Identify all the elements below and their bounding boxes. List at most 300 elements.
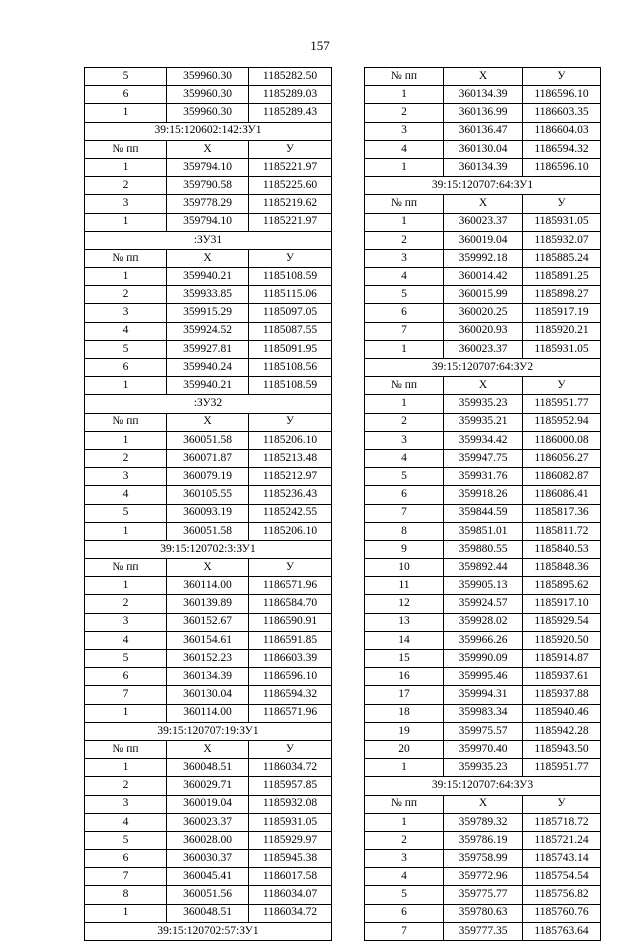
table-row <box>85 522 332 540</box>
point-number-cell: 8 <box>85 886 167 904</box>
y-coordinate-cell: 1185115.06 <box>249 286 332 304</box>
point-number-cell: 3 <box>85 468 167 486</box>
point-number-header: № пп <box>365 377 444 395</box>
point-number-header: № пп <box>85 140 167 158</box>
y-coordinate-cell: 1185929.54 <box>523 613 601 631</box>
x-coordinate-cell: 360028.00 <box>167 831 249 849</box>
y-coordinate-cell: 1185225.60 <box>249 177 332 195</box>
point-number-cell: 13 <box>365 613 444 631</box>
table-row <box>85 286 332 304</box>
table-row <box>85 304 332 322</box>
y-coordinate-cell: 1186034.72 <box>249 759 332 777</box>
table-row <box>365 540 601 558</box>
point-number-cell: 2 <box>85 449 167 467</box>
section-title-row <box>85 231 332 249</box>
table-row <box>365 86 601 104</box>
x-coordinate-cell: 359940.21 <box>167 268 249 286</box>
x-header: X <box>444 795 523 813</box>
y-coordinate-cell: 1185952.94 <box>523 413 601 431</box>
x-coordinate-cell: 360051.58 <box>167 522 249 540</box>
section-title: 39:15:120702:57:ЗУ1 <box>85 922 332 940</box>
x-header: X <box>167 249 249 267</box>
table-row <box>85 431 332 449</box>
column-header-row <box>85 140 332 158</box>
y-header: У <box>523 195 601 213</box>
y-coordinate-cell: 1185108.59 <box>249 268 332 286</box>
x-coordinate-cell: 360130.04 <box>444 140 523 158</box>
x-coordinate-cell: 360134.39 <box>444 158 523 176</box>
point-number-cell: 2 <box>85 177 167 195</box>
point-number-cell: 1 <box>365 759 444 777</box>
x-coordinate-cell: 360020.93 <box>444 322 523 340</box>
y-coordinate-cell: 1185945.38 <box>249 850 332 868</box>
point-number-cell: 2 <box>85 286 167 304</box>
table-row <box>85 86 332 104</box>
y-coordinate-cell: 1185213.48 <box>249 449 332 467</box>
point-number-cell: 1 <box>365 340 444 358</box>
x-coordinate-cell: 359994.31 <box>444 686 523 704</box>
table-row <box>365 522 601 540</box>
point-number-cell: 7 <box>365 322 444 340</box>
y-coordinate-cell: 1185236.43 <box>249 486 332 504</box>
point-number-cell: 3 <box>85 304 167 322</box>
table-row <box>365 249 601 267</box>
table-row <box>85 813 332 831</box>
y-coordinate-cell: 1186017.58 <box>249 868 332 886</box>
point-number-cell: 8 <box>365 522 444 540</box>
y-coordinate-cell: 1185937.61 <box>523 668 601 686</box>
x-coordinate-cell: 359966.26 <box>444 631 523 649</box>
y-coordinate-cell: 1185817.36 <box>523 504 601 522</box>
table-row <box>85 449 332 467</box>
y-coordinate-cell: 1185895.62 <box>523 577 601 595</box>
table-row <box>85 650 332 668</box>
y-coordinate-cell: 1185743.14 <box>523 850 601 868</box>
x-coordinate-cell: 360136.47 <box>444 122 523 140</box>
table-row <box>365 922 601 940</box>
y-coordinate-cell: 1185097.05 <box>249 304 332 322</box>
table-row <box>85 759 332 777</box>
y-coordinate-cell: 1185920.50 <box>523 631 601 649</box>
y-coordinate-cell: 1185221.97 <box>249 213 332 231</box>
y-coordinate-cell: 1185898.27 <box>523 286 601 304</box>
y-coordinate-cell: 1185932.08 <box>249 795 332 813</box>
x-header: X <box>167 740 249 758</box>
point-number-cell: 2 <box>365 231 444 249</box>
x-coordinate-cell: 360105.55 <box>167 486 249 504</box>
x-coordinate-cell: 360071.87 <box>167 449 249 467</box>
left-coordinates-table <box>84 67 332 941</box>
section-title: :ЗУ31 <box>85 231 332 249</box>
point-number-cell: 18 <box>365 704 444 722</box>
x-coordinate-cell: 359970.40 <box>444 740 523 758</box>
table-row <box>365 504 601 522</box>
table-row <box>365 158 601 176</box>
y-coordinate-cell: 1185221.97 <box>249 158 332 176</box>
column-header-row <box>85 740 332 758</box>
x-coordinate-cell: 359918.26 <box>444 486 523 504</box>
point-number-cell: 1 <box>365 395 444 413</box>
point-number-cell: 7 <box>85 868 167 886</box>
y-coordinate-cell: 1186594.32 <box>523 140 601 158</box>
point-number-cell: 6 <box>365 304 444 322</box>
y-coordinate-cell: 1185756.82 <box>523 886 601 904</box>
section-title: 39:15:120702:3:ЗУ1 <box>85 540 332 558</box>
x-coordinate-cell: 360023.37 <box>167 813 249 831</box>
table-row <box>365 140 601 158</box>
x-coordinate-cell: 359933.85 <box>167 286 249 304</box>
table-row <box>365 813 601 831</box>
table-row <box>85 195 332 213</box>
y-coordinate-cell: 1185091.95 <box>249 340 332 358</box>
y-coordinate-cell: 1186591.85 <box>249 631 332 649</box>
x-coordinate-cell: 359844.59 <box>444 504 523 522</box>
y-coordinate-cell: 1185108.56 <box>249 359 332 377</box>
column-header-row <box>365 795 601 813</box>
table-row <box>365 850 601 868</box>
y-coordinate-cell: 1185940.46 <box>523 704 601 722</box>
x-coordinate-cell: 359758.99 <box>444 850 523 868</box>
table-row <box>365 122 601 140</box>
point-number-cell: 1 <box>85 158 167 176</box>
x-coordinate-cell: 360114.00 <box>167 704 249 722</box>
x-coordinate-cell: 359935.23 <box>444 759 523 777</box>
x-coordinate-cell: 359931.76 <box>444 468 523 486</box>
table-row <box>85 631 332 649</box>
y-coordinate-cell: 1185943.50 <box>523 740 601 758</box>
y-header: У <box>523 377 601 395</box>
page-number: 157 <box>310 38 330 53</box>
point-number-cell: 7 <box>85 686 167 704</box>
table-row <box>365 704 601 722</box>
column-header-row <box>365 68 601 86</box>
column-header-row <box>85 413 332 431</box>
point-number-cell: 1 <box>85 759 167 777</box>
point-number-cell: 12 <box>365 595 444 613</box>
section-title-row <box>85 122 332 140</box>
table-row <box>85 322 332 340</box>
table-row <box>365 722 601 740</box>
y-coordinate-cell: 1185931.05 <box>523 213 601 231</box>
y-header: У <box>249 559 332 577</box>
table-row <box>365 759 601 777</box>
column-header-row <box>365 377 601 395</box>
y-coordinate-cell: 1186604.03 <box>523 122 601 140</box>
x-header: X <box>167 413 249 431</box>
y-coordinate-cell: 1186082.87 <box>523 468 601 486</box>
section-title-row <box>365 177 601 195</box>
table-row <box>85 177 332 195</box>
y-coordinate-cell: 1185289.43 <box>249 104 332 122</box>
table-row <box>85 831 332 849</box>
section-title: :ЗУ32 <box>85 395 332 413</box>
x-coordinate-cell: 360139.89 <box>167 595 249 613</box>
column-header-row <box>365 195 601 213</box>
right-coordinates-table <box>364 67 601 941</box>
point-number-cell: 6 <box>85 668 167 686</box>
table-row <box>365 740 601 758</box>
y-header: У <box>523 68 601 86</box>
point-number-cell: 5 <box>85 340 167 358</box>
point-number-cell: 4 <box>85 813 167 831</box>
y-coordinate-cell: 1185914.87 <box>523 650 601 668</box>
y-coordinate-cell: 1186571.96 <box>249 704 332 722</box>
point-number-cell: 20 <box>365 740 444 758</box>
section-title: 39:15:120707:64:ЗУ2 <box>365 359 601 377</box>
point-number-cell: 1 <box>85 104 167 122</box>
x-coordinate-cell: 360134.39 <box>444 86 523 104</box>
y-header: У <box>523 795 601 813</box>
table-row <box>85 340 332 358</box>
point-number-cell: 6 <box>365 904 444 922</box>
y-coordinate-cell: 1186000.08 <box>523 431 601 449</box>
y-coordinate-cell: 1185957.85 <box>249 777 332 795</box>
point-number-cell: 5 <box>85 831 167 849</box>
x-coordinate-cell: 359794.10 <box>167 158 249 176</box>
y-coordinate-cell: 1186056.27 <box>523 449 601 467</box>
y-header: У <box>249 413 332 431</box>
point-number-cell: 4 <box>365 268 444 286</box>
point-number-cell: 11 <box>365 577 444 595</box>
table-row <box>365 304 601 322</box>
y-coordinate-cell: 1185951.77 <box>523 759 601 777</box>
point-number-cell: 15 <box>365 650 444 668</box>
table-row <box>365 395 601 413</box>
point-number-cell: 1 <box>85 904 167 922</box>
point-number-cell: 1 <box>85 268 167 286</box>
x-coordinate-cell: 359892.44 <box>444 559 523 577</box>
y-coordinate-cell: 1185932.07 <box>523 231 601 249</box>
table-row <box>365 613 601 631</box>
point-number-cell: 1 <box>85 377 167 395</box>
y-coordinate-cell: 1185937.88 <box>523 686 601 704</box>
y-coordinate-cell: 1185848.36 <box>523 559 601 577</box>
table-row <box>85 613 332 631</box>
x-coordinate-cell: 360154.61 <box>167 631 249 649</box>
y-coordinate-cell: 1185206.10 <box>249 431 332 449</box>
point-number-cell: 5 <box>365 886 444 904</box>
point-number-cell: 19 <box>365 722 444 740</box>
y-coordinate-cell: 1186594.32 <box>249 686 332 704</box>
table-row <box>85 468 332 486</box>
x-coordinate-cell: 359935.23 <box>444 395 523 413</box>
point-number-cell: 3 <box>365 431 444 449</box>
table-row <box>85 577 332 595</box>
x-coordinate-cell: 360093.19 <box>167 504 249 522</box>
point-number-cell: 1 <box>85 522 167 540</box>
table-row <box>365 595 601 613</box>
point-number-cell: 1 <box>365 813 444 831</box>
x-coordinate-cell: 359924.52 <box>167 322 249 340</box>
section-title-row <box>85 540 332 558</box>
y-coordinate-cell: 1185920.21 <box>523 322 601 340</box>
x-coordinate-cell: 360029.71 <box>167 777 249 795</box>
x-coordinate-cell: 360019.04 <box>167 795 249 813</box>
x-header: X <box>167 559 249 577</box>
x-coordinate-cell: 359990.09 <box>444 650 523 668</box>
y-coordinate-cell: 1185206.10 <box>249 522 332 540</box>
table-row <box>365 286 601 304</box>
table-row <box>85 686 332 704</box>
point-number-cell: 1 <box>365 158 444 176</box>
y-coordinate-cell: 1186603.39 <box>249 650 332 668</box>
table-row <box>365 431 601 449</box>
table-row <box>85 68 332 86</box>
y-coordinate-cell: 1186086.41 <box>523 486 601 504</box>
table-row <box>365 831 601 849</box>
y-coordinate-cell: 1185931.05 <box>249 813 332 831</box>
table-row <box>365 904 601 922</box>
y-header: У <box>249 249 332 267</box>
point-number-header: № пп <box>365 795 444 813</box>
section-title: 39:15:120602:142:ЗУ1 <box>85 122 332 140</box>
point-number-cell: 3 <box>365 122 444 140</box>
x-coordinate-cell: 359778.29 <box>167 195 249 213</box>
x-coordinate-cell: 359983.34 <box>444 704 523 722</box>
x-coordinate-cell: 359851.01 <box>444 522 523 540</box>
y-coordinate-cell: 1185917.10 <box>523 595 601 613</box>
point-number-cell: 4 <box>365 868 444 886</box>
x-coordinate-cell: 359905.13 <box>444 577 523 595</box>
x-coordinate-cell: 360114.00 <box>167 577 249 595</box>
y-coordinate-cell: 1185885.24 <box>523 249 601 267</box>
y-coordinate-cell: 1186596.10 <box>523 86 601 104</box>
point-number-header: № пп <box>85 413 167 431</box>
y-coordinate-cell: 1186034.72 <box>249 904 332 922</box>
x-coordinate-cell: 359789.32 <box>444 813 523 831</box>
y-coordinate-cell: 1185242.55 <box>249 504 332 522</box>
section-title-row <box>365 777 601 795</box>
table-row <box>85 213 332 231</box>
table-row <box>365 559 601 577</box>
point-number-cell: 4 <box>85 486 167 504</box>
x-coordinate-cell: 360023.37 <box>444 340 523 358</box>
x-coordinate-cell: 359772.96 <box>444 868 523 886</box>
y-coordinate-cell: 1185917.19 <box>523 304 601 322</box>
y-coordinate-cell: 1185931.05 <box>523 340 601 358</box>
y-coordinate-cell: 1185087.55 <box>249 322 332 340</box>
table-row <box>365 322 601 340</box>
y-coordinate-cell: 1185718.72 <box>523 813 601 831</box>
point-number-header: № пп <box>85 559 167 577</box>
table-row <box>365 268 601 286</box>
point-number-cell: 10 <box>365 559 444 577</box>
point-number-header: № пп <box>365 68 444 86</box>
table-row <box>85 904 332 922</box>
table-row <box>85 377 332 395</box>
table-row <box>85 868 332 886</box>
point-number-cell: 17 <box>365 686 444 704</box>
point-number-cell: 3 <box>365 249 444 267</box>
table-row <box>85 886 332 904</box>
table-row <box>85 158 332 176</box>
table-row <box>85 268 332 286</box>
table-row <box>85 359 332 377</box>
x-coordinate-cell: 359940.21 <box>167 377 249 395</box>
point-number-cell: 3 <box>365 850 444 868</box>
y-coordinate-cell: 1185289.03 <box>249 86 332 104</box>
table-row <box>365 486 601 504</box>
x-coordinate-cell: 359934.42 <box>444 431 523 449</box>
x-coordinate-cell: 360015.99 <box>444 286 523 304</box>
point-number-cell: 3 <box>85 195 167 213</box>
table-row <box>365 468 601 486</box>
point-number-header: № пп <box>85 740 167 758</box>
table-row <box>365 449 601 467</box>
point-number-cell: 3 <box>85 613 167 631</box>
x-coordinate-cell: 360048.51 <box>167 759 249 777</box>
y-coordinate-cell: 1185763.64 <box>523 922 601 940</box>
y-coordinate-cell: 1185282.50 <box>249 68 332 86</box>
x-header: X <box>444 68 523 86</box>
y-coordinate-cell: 1186034.07 <box>249 886 332 904</box>
x-coordinate-cell: 359786.19 <box>444 831 523 849</box>
section-title-row <box>85 722 332 740</box>
table-row <box>85 504 332 522</box>
x-coordinate-cell: 360152.23 <box>167 650 249 668</box>
table-row <box>365 104 601 122</box>
point-number-cell: 4 <box>85 322 167 340</box>
point-number-cell: 4 <box>85 631 167 649</box>
x-coordinate-cell: 360079.19 <box>167 468 249 486</box>
point-number-cell: 9 <box>365 540 444 558</box>
point-number-cell: 5 <box>365 468 444 486</box>
x-coordinate-cell: 359992.18 <box>444 249 523 267</box>
y-coordinate-cell: 1185219.62 <box>249 195 332 213</box>
table-row <box>365 631 601 649</box>
section-title-row <box>85 395 332 413</box>
point-number-cell: 4 <box>365 449 444 467</box>
y-coordinate-cell: 1185108.59 <box>249 377 332 395</box>
point-number-cell: 2 <box>85 595 167 613</box>
point-number-cell: 1 <box>85 213 167 231</box>
x-coordinate-cell: 359960.30 <box>167 104 249 122</box>
section-title-row <box>85 922 332 940</box>
section-title: 39:15:120707:64:ЗУ3 <box>365 777 601 795</box>
y-coordinate-cell: 1186596.10 <box>523 158 601 176</box>
x-coordinate-cell: 360136.99 <box>444 104 523 122</box>
table-row <box>365 577 601 595</box>
table-row <box>85 486 332 504</box>
point-number-cell: 5 <box>85 68 167 86</box>
point-number-cell: 7 <box>365 922 444 940</box>
table-row <box>85 595 332 613</box>
x-coordinate-cell: 359935.21 <box>444 413 523 431</box>
table-row <box>365 650 601 668</box>
x-header: X <box>444 377 523 395</box>
x-coordinate-cell: 360020.25 <box>444 304 523 322</box>
y-coordinate-cell: 1185754.54 <box>523 868 601 886</box>
point-number-cell: 5 <box>365 286 444 304</box>
column-header-row <box>85 559 332 577</box>
point-number-cell: 6 <box>365 486 444 504</box>
x-coordinate-cell: 360051.58 <box>167 431 249 449</box>
y-coordinate-cell: 1185721.24 <box>523 831 601 849</box>
x-coordinate-cell: 360023.37 <box>444 213 523 231</box>
x-header: X <box>167 140 249 158</box>
table-row <box>85 668 332 686</box>
point-number-header: № пп <box>85 249 167 267</box>
point-number-cell: 1 <box>365 86 444 104</box>
x-coordinate-cell: 359995.46 <box>444 668 523 686</box>
x-coordinate-cell: 359775.77 <box>444 886 523 904</box>
point-number-cell: 2 <box>85 777 167 795</box>
table-row <box>365 686 601 704</box>
table-row <box>85 104 332 122</box>
x-coordinate-cell: 360045.41 <box>167 868 249 886</box>
point-number-cell: 2 <box>365 831 444 849</box>
x-coordinate-cell: 360030.37 <box>167 850 249 868</box>
